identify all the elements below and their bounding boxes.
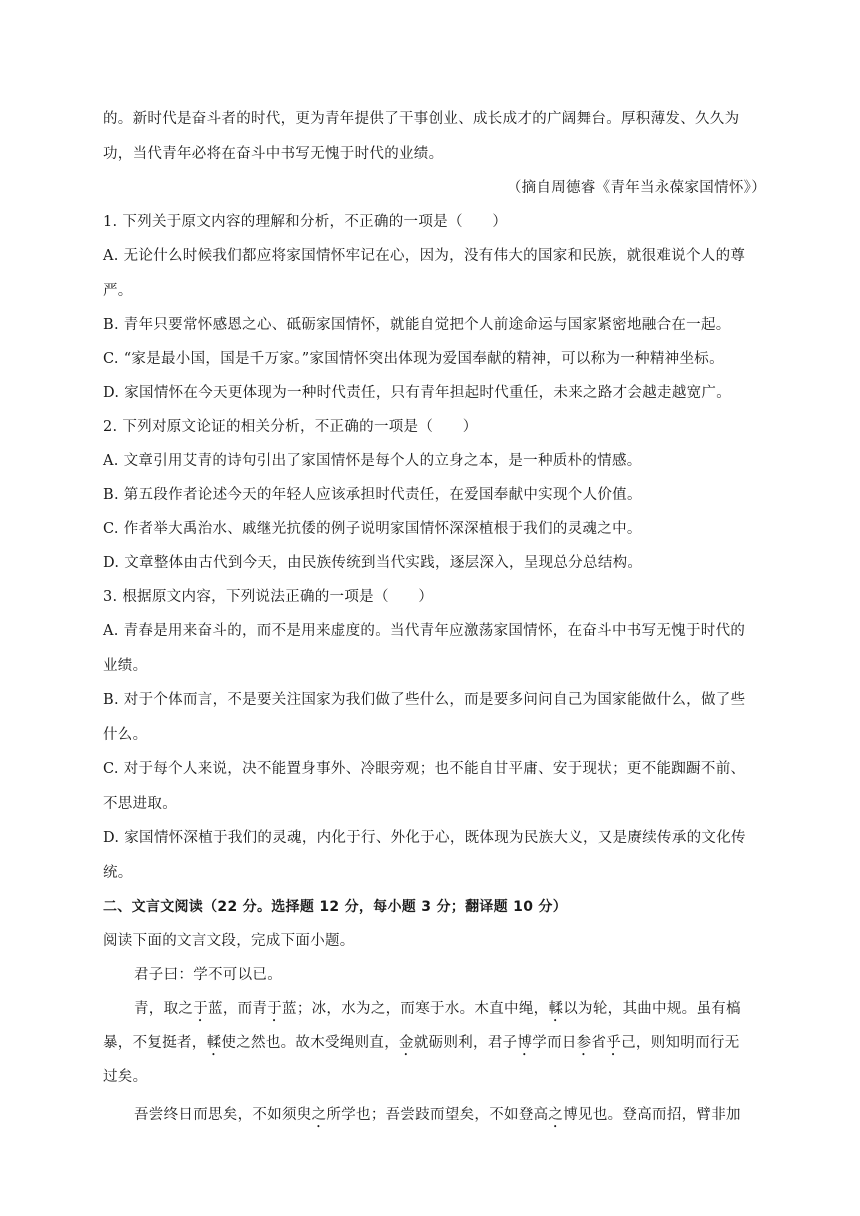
passage-source: （摘自周德睿《青年当永葆家国情怀》） xyxy=(506,180,766,196)
q1-option-a: A. 无论什么时候我们都应将家国情怀牢记在心，因为，没有伟大的国家和民族，就很难说个人的尊 xyxy=(103,248,746,264)
q3-option-c: C. 对于每个人来说，决不能置身事外、冷眼旁观；也不能自甘平庸、安于现状；更不能踟蹰不前、 xyxy=(103,761,746,777)
question-2-stem: 2. 下列对原文论证的相关分析，不正确的一项是（ ） xyxy=(103,419,478,435)
question-3-stem: 3. 根据原文内容，下列说法正确的一项是（ ） xyxy=(103,589,434,605)
q3-option-a-cont: 业绩。 xyxy=(103,658,148,674)
question-1-stem: 1. 下列关于原文内容的理解和分析，不正确的一项是（ ） xyxy=(103,214,508,230)
classical-text-line: 过矣。 xyxy=(103,1069,148,1085)
q2-option-a: A. 文章引用艾青的诗句引出了家国情怀是每个人的立身之本，是一种质朴的情感。 xyxy=(103,453,642,469)
q1-option-a-cont: 严。 xyxy=(103,283,133,299)
q3-option-b: B. 对于个体而言，不是要关注国家为我们做了些什么，而是要多问问自己为国家能做什么，做了些 xyxy=(103,692,746,708)
classical-text-line: 暴，不复挺者，輮使之然也。故木受绳则直，金就砺则利，君子博学而日参省乎己，则知明而行无 xyxy=(103,1035,740,1051)
passage-text-line: 的。新时代是奋斗者的时代，更为青年提供了干事创业、成长成才的广阔舞台。厚积薄发、久久为 xyxy=(103,111,740,127)
q3-option-c-cont: 不思进取。 xyxy=(103,796,177,812)
q1-option-d: D. 家国情怀在今天更体现为一种时代责任，只有青年担起时代重任，未来之路才会越走越宽广。 xyxy=(103,385,732,401)
q1-option-c: C. “家是最小国，国是千万家。”家国情怀突出体现为爱国奉献的精神，可以称为一种精神坐标。 xyxy=(103,351,724,367)
classical-text-line: 青，取之于蓝，而青于蓝；冰，水为之，而寒于水。木直中绳，輮以为轮，其曲中规。虽有槁 xyxy=(134,1001,741,1017)
section-2-instruction: 阅读下面的文言文段，完成下面小题。 xyxy=(103,933,355,949)
q3-option-d-cont: 统。 xyxy=(103,865,133,881)
q3-option-a: A. 青春是用来奋斗的，而不是用来虚度的。当代青年应激荡家国情怀，在奋斗中书写无愧于时代的 xyxy=(103,623,746,639)
q2-option-d: D. 文章整体由古代到今天，由民族传统到当代实践，逐层深入，呈现总分总结构。 xyxy=(103,555,643,571)
q1-option-b: B. 青年只要常怀感恩之心、砥砺家国情怀，就能自觉把个人前途命运与国家紧密地融合在一起。 xyxy=(103,317,731,333)
section-2-heading: 二、文言文阅读（22 分。选择题 12 分，每小题 3 分；翻译题 10 分） xyxy=(103,899,568,915)
q2-option-b: B. 第五段作者论述今天的年轻人应该承担时代责任，在爱国奉献中实现个人价值。 xyxy=(103,487,642,503)
classical-text-line: 吾尝终日而思矣，不如须臾之所学也；吾尝跂而望矣，不如登高之博见也。登高而招，臂非加 xyxy=(134,1107,741,1123)
q2-option-c: C. 作者举大禹治水、戚继光抗倭的例子说明家国情怀深深植根于我们的灵魂之中。 xyxy=(103,521,642,537)
q3-option-d: D. 家国情怀深植于我们的灵魂，内化于行、外化于心，既体现为民族大义，又是赓续传承的文化传 xyxy=(103,830,746,846)
passage-text-line: 功，当代青年必将在奋斗中书写无愧于时代的业绩。 xyxy=(103,146,444,162)
q3-option-b-cont: 什么。 xyxy=(103,727,148,743)
classical-text-line: 君子曰：学不可以已。 xyxy=(134,967,282,983)
